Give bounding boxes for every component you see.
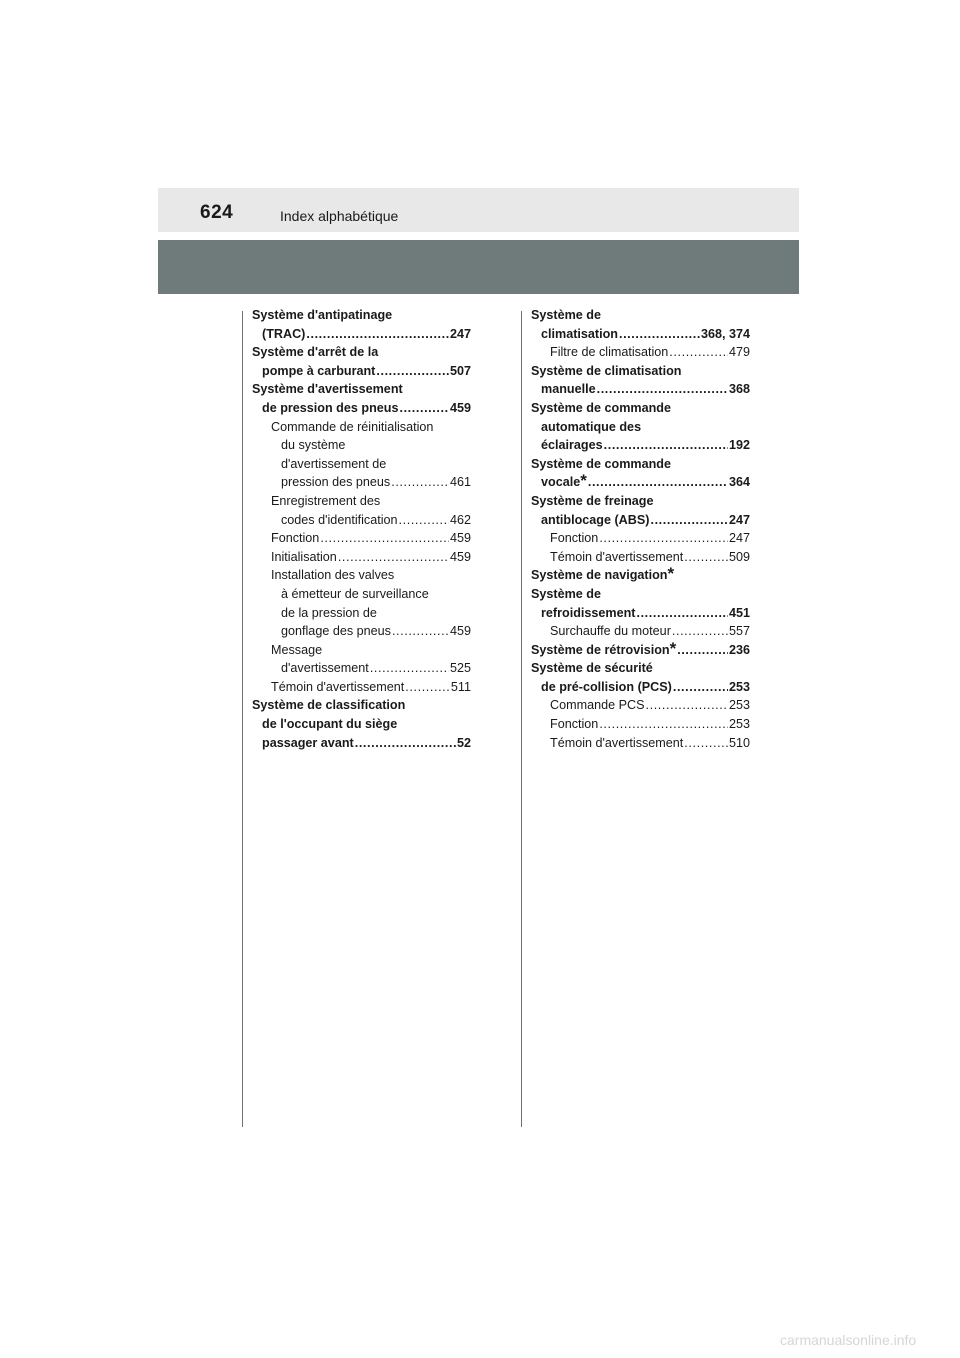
page-reference: 459 bbox=[449, 531, 471, 546]
page-reference: 368, 374 bbox=[700, 326, 750, 341]
index-entry bbox=[531, 399, 750, 418]
dot-leader bbox=[677, 641, 728, 660]
dot-leader bbox=[399, 399, 449, 418]
dot-leader bbox=[672, 622, 728, 641]
page-number: 624 bbox=[200, 202, 234, 223]
dot-leader bbox=[636, 604, 728, 623]
index-entry-text: Enregistrement des bbox=[271, 493, 381, 508]
dot-leader bbox=[399, 511, 449, 530]
page-reference: 52 bbox=[456, 735, 471, 750]
dot-leader bbox=[392, 622, 449, 641]
index-entry bbox=[252, 455, 471, 474]
page-reference: 511 bbox=[450, 679, 471, 694]
index-entry bbox=[531, 734, 750, 753]
index-entry bbox=[252, 548, 471, 567]
index-entry bbox=[531, 362, 750, 381]
index-entry-text: pression des pneus bbox=[281, 475, 391, 490]
index-entry-text: Fonction bbox=[550, 717, 599, 732]
dot-leader bbox=[604, 436, 728, 455]
dot-leader bbox=[646, 696, 728, 715]
index-entry bbox=[252, 511, 471, 530]
page-reference: 525 bbox=[449, 661, 471, 676]
index-entry bbox=[531, 325, 750, 344]
page-reference: 507 bbox=[449, 363, 471, 378]
index-entry-text: à émetteur de surveillance bbox=[281, 586, 429, 601]
index-entry-text: Système d'arrêt de la bbox=[252, 345, 379, 360]
index-entry-text: de l'occupant du siège bbox=[262, 717, 398, 732]
left-column-rule bbox=[242, 311, 243, 1127]
index-entry bbox=[252, 306, 471, 325]
page-reference: 253 bbox=[728, 717, 750, 732]
dot-leader bbox=[320, 529, 449, 548]
index-entry-text: Système de rétrovision bbox=[531, 642, 670, 657]
index-entry: Système de navigation * bbox=[531, 564, 675, 584]
index-entry bbox=[252, 325, 471, 344]
index-entry: vocale * ..... 364 bbox=[531, 473, 750, 492]
page-reference: 557 bbox=[728, 624, 750, 639]
index-entry bbox=[252, 418, 471, 437]
index-entry bbox=[252, 343, 471, 362]
index-entry-text: codes d'identification bbox=[281, 512, 398, 527]
page-reference: 247 bbox=[728, 531, 750, 546]
dot-leader bbox=[355, 734, 456, 753]
index-entry-text: Système de navigation bbox=[531, 568, 668, 583]
header-band bbox=[158, 240, 799, 294]
dot-leader bbox=[619, 325, 700, 344]
index-column-left bbox=[252, 306, 471, 752]
page-reference: 459 bbox=[449, 549, 471, 564]
index-entry bbox=[531, 622, 750, 641]
index-entry bbox=[252, 678, 471, 697]
page-reference: 509 bbox=[728, 549, 750, 564]
page-reference: 459 bbox=[449, 400, 471, 415]
page-reference: 479 bbox=[728, 345, 750, 360]
index-entry-text: d'avertissement de bbox=[281, 456, 387, 471]
index-entry-text: pompe à carburant bbox=[262, 363, 376, 378]
index-entry bbox=[252, 585, 471, 604]
index-column-right bbox=[531, 306, 750, 752]
index-entry bbox=[252, 715, 471, 734]
dot-leader bbox=[597, 380, 728, 399]
index-entry-text: Système de climatisation bbox=[531, 363, 682, 378]
index-entry-text: automatique des bbox=[541, 419, 642, 434]
dot-leader bbox=[599, 529, 728, 548]
index-entry-text: Commande PCS bbox=[550, 698, 645, 713]
index-entry bbox=[531, 343, 750, 362]
index-entry-text: (TRAC) bbox=[262, 326, 306, 341]
index-entry-text: Initialisation bbox=[271, 549, 337, 564]
index-entry-text: antiblocage (ABS) bbox=[541, 512, 650, 527]
dot-leader bbox=[391, 473, 449, 492]
page-reference: 247 bbox=[449, 326, 471, 341]
index-entry bbox=[531, 436, 750, 455]
index-entry bbox=[531, 696, 750, 715]
page-reference: 364 bbox=[728, 475, 750, 490]
index-entry bbox=[531, 492, 750, 511]
index-entry-text: Filtre de climatisation bbox=[550, 345, 669, 360]
index-entry bbox=[252, 399, 471, 418]
index-entry bbox=[252, 380, 471, 399]
index-entry-text: climatisation bbox=[541, 326, 618, 341]
index-entry bbox=[531, 585, 750, 604]
page-reference: 247 bbox=[728, 512, 750, 527]
index-entry bbox=[252, 473, 471, 492]
dot-leader bbox=[650, 511, 728, 530]
index-entry bbox=[252, 622, 471, 641]
index-entry-text: refroidissement bbox=[541, 605, 636, 620]
index-entry-text: manuelle bbox=[541, 382, 596, 397]
index-entry-text: Système de bbox=[531, 308, 602, 322]
watermark-logo: carmanualsonline.info bbox=[780, 1332, 917, 1348]
dot-leader bbox=[405, 678, 450, 697]
index-entry-text: Témoin d'avertissement bbox=[271, 679, 405, 694]
index-entry bbox=[252, 604, 471, 623]
index-entry-text: gonflage des pneus bbox=[281, 624, 391, 639]
index-entry-text: de pression des pneus bbox=[262, 400, 399, 415]
page-reference: 461 bbox=[449, 475, 471, 490]
index-entry-text: Système de freinage bbox=[531, 493, 654, 508]
index-entry bbox=[531, 380, 750, 399]
index-entry-text: passager avant bbox=[262, 735, 354, 750]
index-entry-text: du système bbox=[281, 438, 346, 453]
index-entry bbox=[531, 678, 750, 697]
right-column-rule bbox=[521, 311, 522, 1127]
page-reference: 192 bbox=[728, 438, 750, 453]
index-entry-text: de la pression de bbox=[281, 605, 377, 620]
page-reference: 253 bbox=[728, 698, 750, 713]
index-entry bbox=[252, 641, 471, 660]
index-entry bbox=[531, 548, 750, 567]
page-reference: 459 bbox=[449, 624, 471, 639]
index-entry-text: Système de classification bbox=[252, 698, 406, 713]
index-entry-text: Fonction bbox=[271, 531, 320, 546]
page-reference: 236 bbox=[728, 642, 750, 657]
header-bar bbox=[158, 188, 799, 232]
dot-leader bbox=[306, 325, 449, 344]
index-entry bbox=[252, 734, 471, 753]
dot-leader bbox=[669, 343, 728, 362]
index-entry bbox=[252, 436, 471, 455]
index-entry-text: Fonction bbox=[550, 531, 599, 546]
index-entry bbox=[252, 696, 471, 715]
index-entry bbox=[252, 492, 471, 511]
index-entry-text: Système de bbox=[531, 586, 602, 601]
index-entry-text: Système de commande bbox=[531, 456, 671, 471]
index-entry-text: Système d'antipatinage bbox=[252, 308, 393, 322]
dot-leader bbox=[684, 734, 728, 753]
index-entry bbox=[531, 659, 750, 678]
index-entry bbox=[531, 604, 750, 623]
index-entry: Système de rétrovision * ..... 236 bbox=[531, 641, 750, 660]
section-title: Index alphabétique bbox=[280, 208, 399, 224]
index-entry-text: Témoin d'avertissement bbox=[550, 549, 684, 564]
index-entry bbox=[252, 529, 471, 548]
index-entry bbox=[252, 566, 471, 585]
index-entry-text: de pré-collision (PCS) bbox=[541, 679, 672, 694]
dot-leader bbox=[376, 362, 449, 381]
dot-leader bbox=[684, 548, 728, 567]
index-entry bbox=[252, 659, 471, 678]
index-entry-text: vocale bbox=[541, 475, 581, 490]
index-entry-text: Système d'avertissement bbox=[252, 382, 403, 397]
page-reference: 451 bbox=[728, 605, 750, 620]
page-reference: 510 bbox=[728, 735, 750, 750]
dot-leader bbox=[599, 715, 728, 734]
index-entry-text: Commande de réinitialisation bbox=[271, 419, 434, 434]
index-entry-text: Système de commande bbox=[531, 400, 671, 415]
index-entry-text: Installation des valves bbox=[271, 568, 395, 583]
page-reference: 368 bbox=[728, 382, 750, 397]
index-entry bbox=[531, 455, 750, 474]
index-entry-text: éclairages bbox=[541, 438, 603, 453]
index-entry-text: Surchauffe du moteur bbox=[550, 624, 671, 639]
index-entry bbox=[531, 418, 750, 437]
page-reference: 462 bbox=[449, 512, 471, 527]
dot-leader bbox=[673, 678, 728, 697]
index-entry bbox=[531, 715, 750, 734]
index-entry bbox=[531, 306, 750, 325]
index-entry-text: Témoin d'avertissement bbox=[550, 735, 684, 750]
index-entry-text: d'avertissement bbox=[281, 661, 369, 676]
index-entry bbox=[531, 529, 750, 548]
index-entry-text: Système de sécurité bbox=[531, 661, 653, 676]
dot-leader bbox=[588, 473, 728, 492]
dot-leader bbox=[338, 548, 449, 567]
page-reference: 253 bbox=[728, 679, 750, 694]
index-entry bbox=[252, 362, 471, 381]
dot-leader bbox=[370, 659, 449, 678]
index-entry-text: Message bbox=[271, 642, 323, 657]
index-entry bbox=[531, 511, 750, 530]
